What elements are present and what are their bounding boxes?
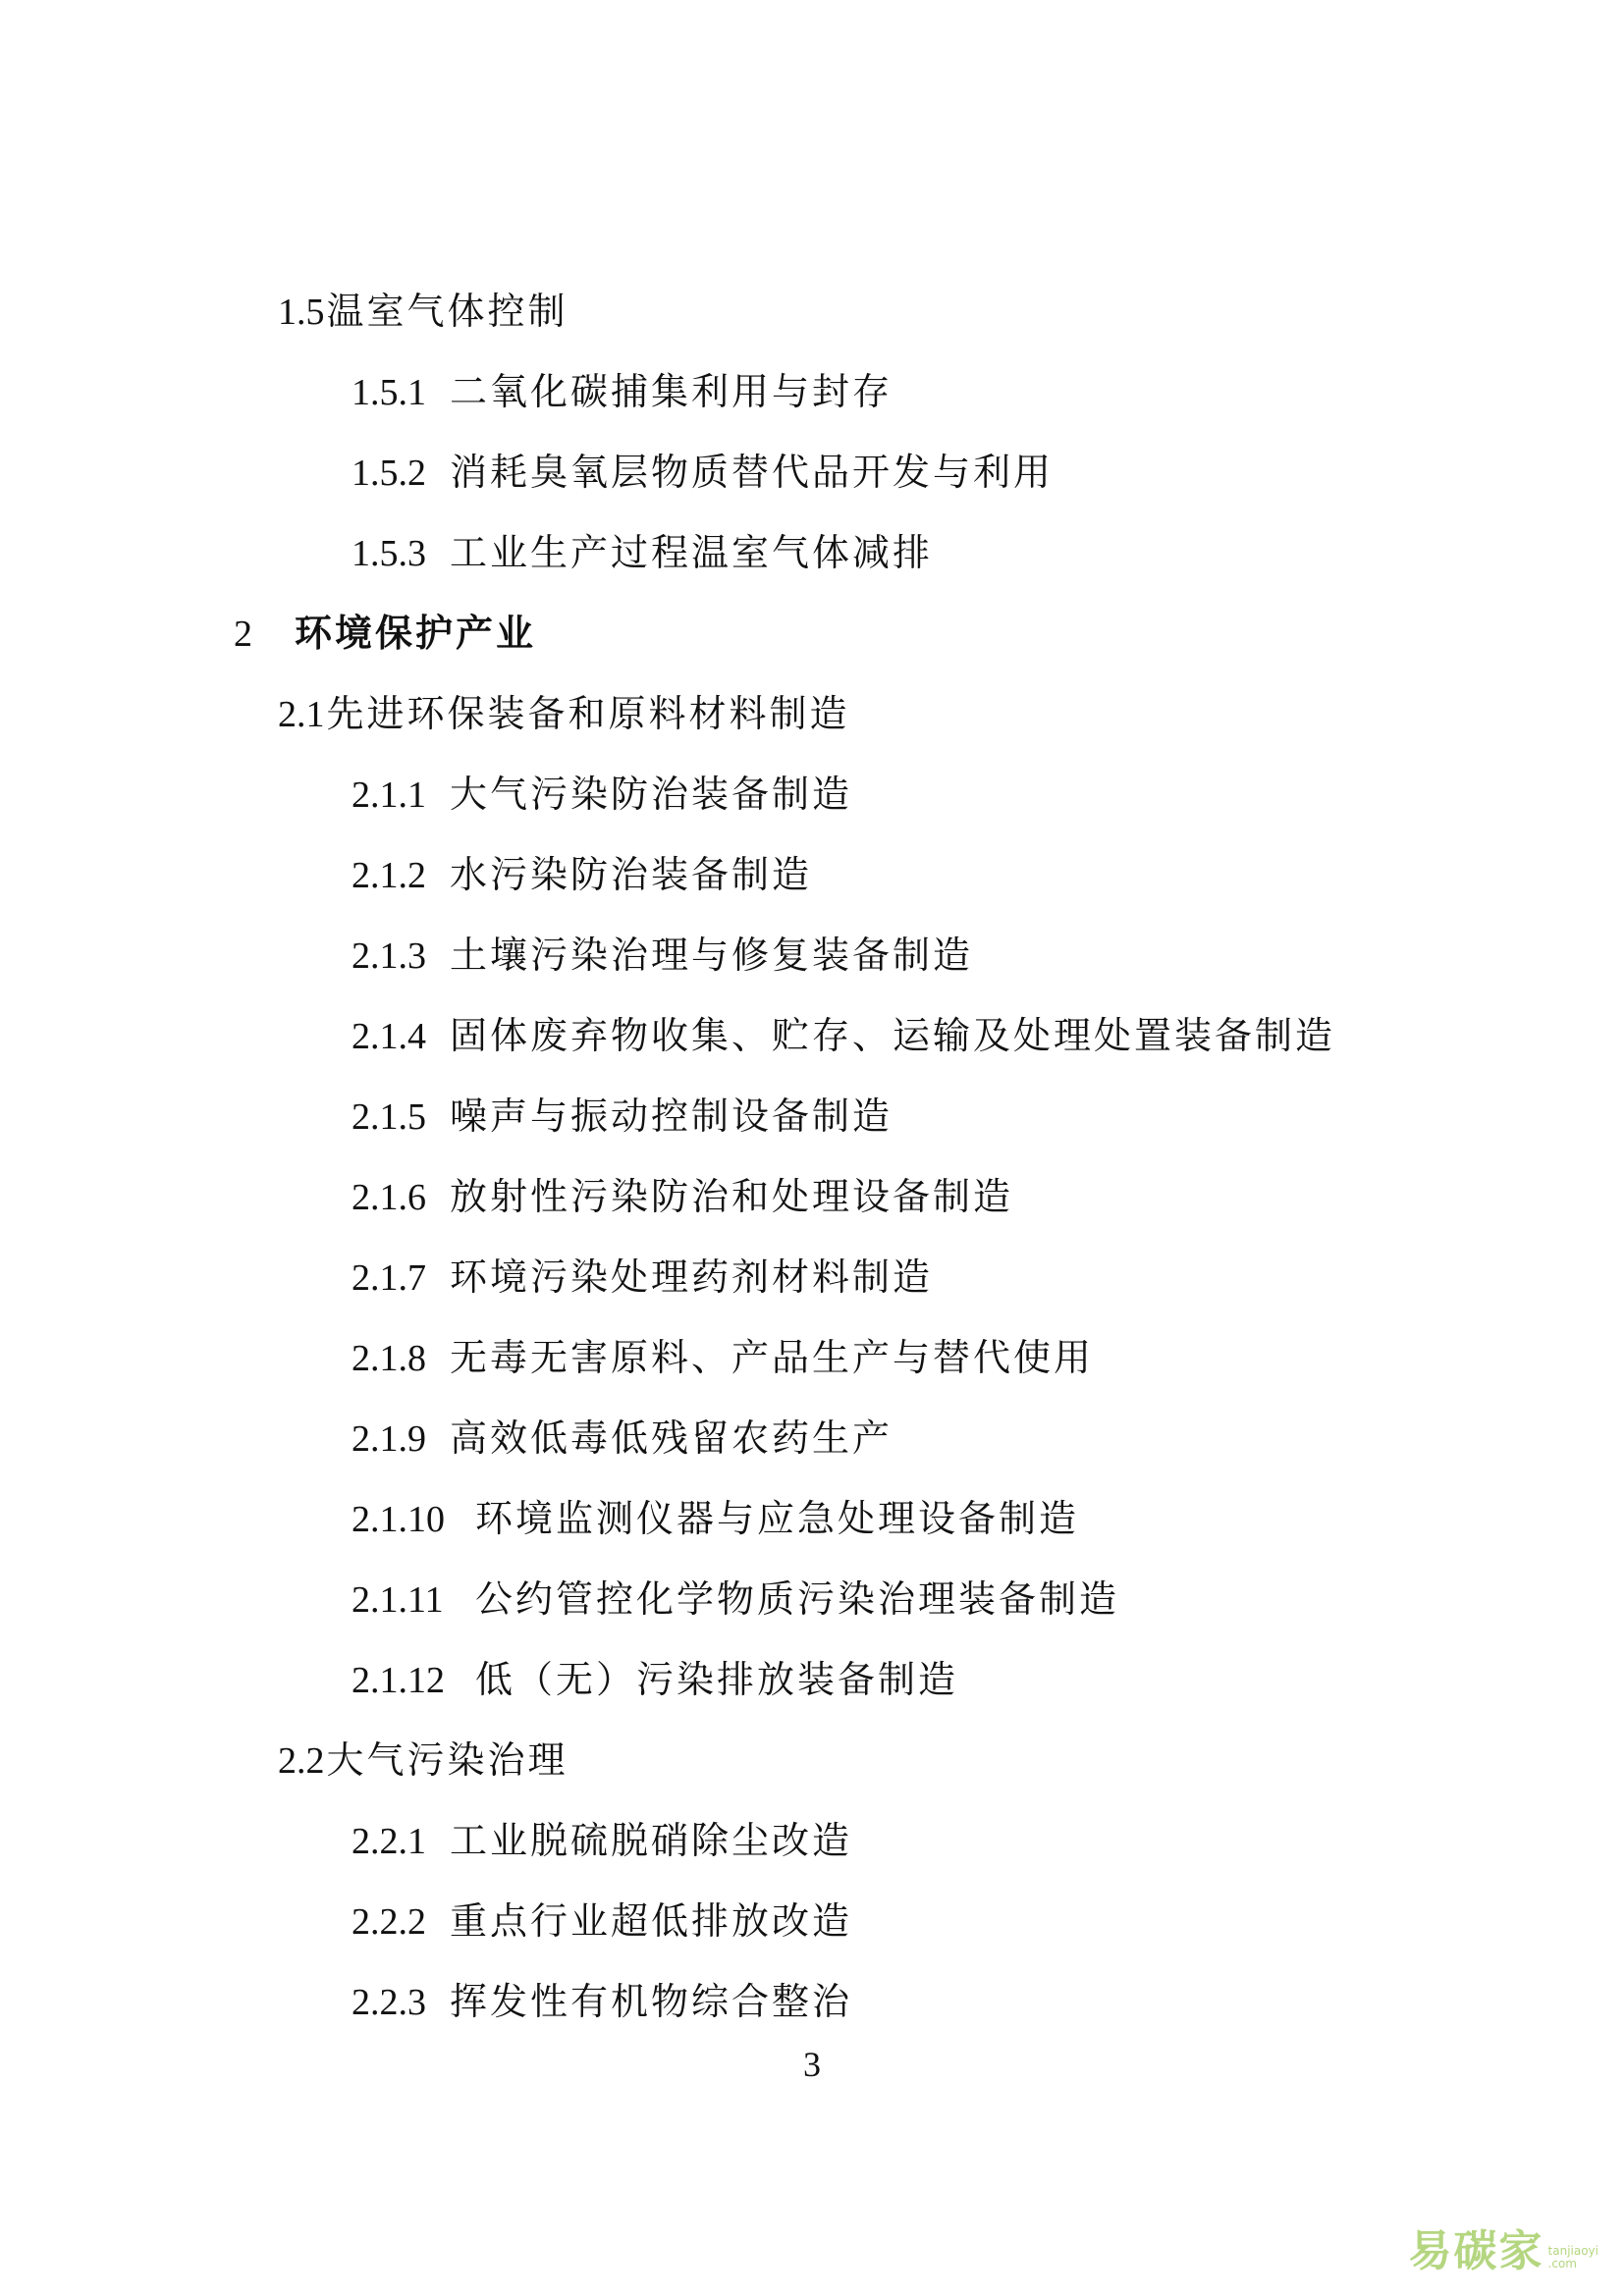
watermark-logo — [1409, 2216, 1598, 2278]
toc-title: 放射性污染防治和处理设备制造 — [450, 1175, 1014, 1218]
watermark-domain-line: tanjiaoyi — [1547, 2244, 1598, 2258]
toc-number: 2.1.8 — [352, 1338, 426, 1379]
toc-number: 2.1.6 — [352, 1177, 426, 1218]
toc-title: 环境保护产业 — [295, 612, 537, 655]
toc-entry — [352, 1414, 893, 1464]
toc-entry — [352, 528, 933, 578]
toc-number: 2.1.4 — [352, 1016, 426, 1057]
toc-title: 重点行业超低排放改造 — [450, 1899, 853, 1943]
watermark-domain-line: .com — [1547, 2257, 1577, 2270]
toc-title: 土壤污染治理与修复装备制造 — [450, 934, 974, 977]
toc-entry — [352, 448, 1054, 498]
toc-title: 公约管控化学物质污染治理装备制造 — [475, 1577, 1120, 1621]
toc-number: 2.2.2 — [352, 1901, 426, 1943]
toc-entry — [352, 1977, 852, 2027]
toc-entry — [352, 1172, 1013, 1222]
toc-number: 2 — [234, 614, 252, 655]
toc-number: 2.1.9 — [352, 1418, 426, 1460]
toc-title: 高效低毒低残留农药生产 — [450, 1416, 893, 1460]
toc-number: 2.2.1 — [352, 1821, 426, 1862]
page-number: 3 — [803, 2045, 821, 2084]
toc-entry — [234, 609, 536, 659]
toc-entry — [352, 1494, 1079, 1544]
toc-number: 2.2.3 — [352, 1982, 426, 2023]
toc-title: 环境污染处理药剂材料制造 — [450, 1255, 934, 1299]
toc-entry — [352, 1575, 1119, 1625]
toc-number: 2.1.2 — [352, 855, 426, 896]
toc-title: 水污染防治装备制造 — [450, 853, 813, 896]
toc-title: 低（无）污染排放装备制造 — [475, 1658, 959, 1701]
toc-title: 环境监测仪器与应急处理设备制造 — [475, 1497, 1080, 1540]
toc-number: 2.1.1 — [352, 774, 426, 816]
toc-title: 固体废弃物收集、贮存、运输及处理处置装备制造 — [450, 1014, 1336, 1057]
toc-number: 2.1.7 — [352, 1257, 426, 1299]
toc-title: 大气污染治理 — [326, 1738, 568, 1782]
watermark-text: 易碳家 — [1408, 2226, 1544, 2276]
toc-entry — [352, 770, 852, 820]
toc-title: 噪声与振动控制设备制造 — [450, 1095, 893, 1138]
toc-entry — [278, 1735, 568, 1786]
toc-entry — [352, 1011, 1335, 1061]
toc-number: 2.1 — [278, 694, 325, 735]
toc-entry — [278, 689, 850, 739]
toc-number: 1.5.3 — [352, 533, 426, 574]
toc-entry — [352, 931, 973, 981]
toc-title: 大气污染防治装备制造 — [450, 773, 853, 816]
toc-entry — [352, 850, 812, 900]
toc-number: 1.5.2 — [352, 453, 426, 494]
toc-title: 无毒无害原料、产品生产与替代使用 — [450, 1336, 1095, 1379]
toc-number: 1.5 — [278, 292, 325, 333]
toc-entry — [352, 1333, 1094, 1383]
toc-entry — [352, 367, 893, 417]
toc-title: 消耗臭氧层物质替代品开发与利用 — [450, 451, 1055, 494]
toc-number: 2.1.11 — [352, 1579, 444, 1621]
toc-number: 2.1.5 — [352, 1096, 426, 1138]
toc-title: 工业脱硫脱硝除尘改造 — [450, 1819, 853, 1862]
toc-entry — [352, 1816, 852, 1866]
toc-number: 2.2 — [278, 1740, 325, 1782]
toc-title: 二氧化碳捕集利用与封存 — [450, 370, 893, 413]
toc-entry — [352, 1092, 893, 1142]
toc-entry — [352, 1655, 958, 1705]
toc-title: 先进环保装备和原料材料制造 — [326, 692, 850, 735]
watermark-domain — [1548, 2245, 1598, 2270]
toc-title: 温室气体控制 — [326, 290, 568, 333]
toc-number: 2.1.10 — [352, 1499, 445, 1540]
toc-number: 2.1.3 — [352, 935, 426, 977]
toc-entry — [352, 1896, 852, 1947]
toc-title: 工业生产过程温室气体减排 — [450, 531, 934, 574]
toc-entry — [278, 287, 568, 337]
toc-number: 1.5.1 — [352, 372, 426, 413]
toc-number: 2.1.12 — [352, 1660, 445, 1701]
toc-entry — [352, 1253, 933, 1303]
toc-title: 挥发性有机物综合整治 — [450, 1980, 853, 2023]
